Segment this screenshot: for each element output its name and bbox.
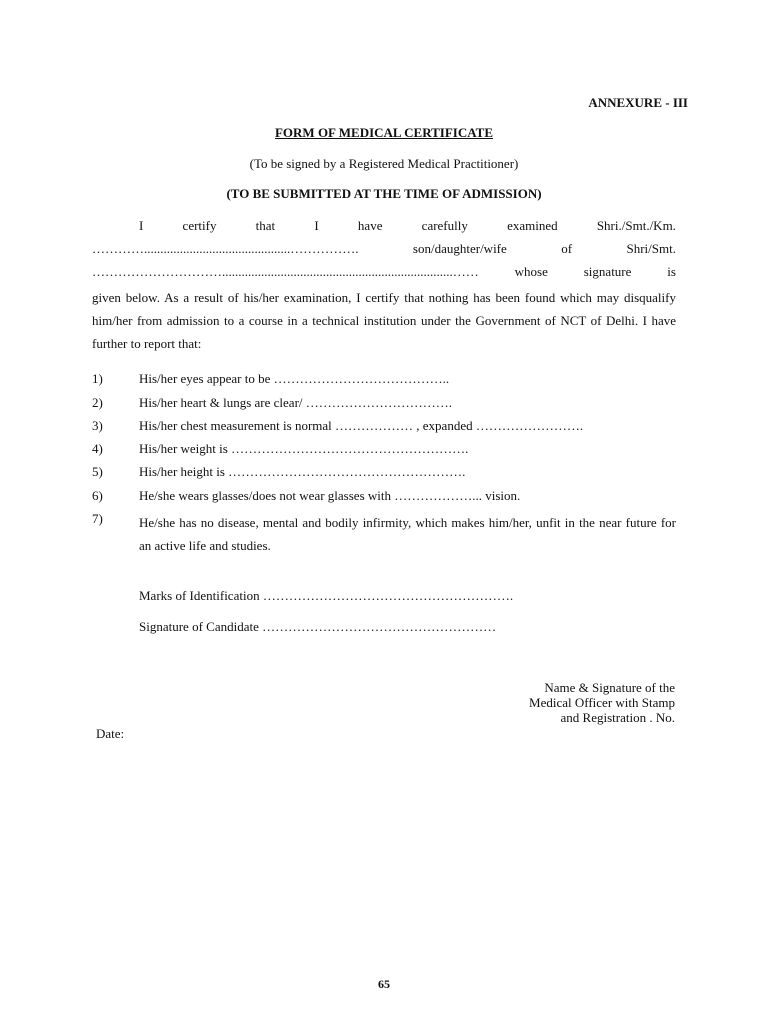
certify-word: Shri./Smt./Km. xyxy=(596,218,676,233)
of-text: of xyxy=(561,241,573,256)
medical-officer-signature-block xyxy=(529,680,675,725)
certify-word: I xyxy=(139,218,144,233)
date-label: Date: xyxy=(96,726,125,741)
item-text: His/her weight is ………………………………………………. xyxy=(139,441,469,456)
annexure-label: ANNEXURE - III xyxy=(588,95,688,110)
certify-word: have xyxy=(357,218,383,233)
item-text: His/her height is ………………………………………………. xyxy=(139,464,466,479)
item-text: His/her chest measurement is normal ……………… , expanded ……………………. xyxy=(139,418,584,433)
certify-word: examined xyxy=(507,218,558,233)
signature-text: signature xyxy=(583,264,632,279)
item-text: His/her heart & lungs are clear/ ……………………………. xyxy=(139,395,453,410)
is-text: is xyxy=(667,264,676,279)
item-number: 5) xyxy=(92,464,103,479)
marks-of-identification-field: Marks of Identification …………………………………………………. xyxy=(139,588,514,603)
parent-title-text: Shri/Smt. xyxy=(626,241,676,256)
item-number: 3) xyxy=(92,418,103,433)
item-number: 1) xyxy=(92,371,103,386)
candidate-name-blank: ………….............................................……………. xyxy=(92,241,359,256)
certify-word: carefully xyxy=(421,218,468,233)
item-text: He/she has no disease, mental and bodily infirmity, which makes him/her, unfit in the near future for an active life and studies. xyxy=(139,515,676,553)
certify-word: that xyxy=(255,218,276,233)
parent-name-blank: ………………………….......................................................................…… xyxy=(92,264,479,279)
certify-line-1 xyxy=(92,218,676,234)
item-text: His/her eyes appear to be ………………………………….. xyxy=(139,371,450,386)
submission-note: (TO BE SUBMITTED AT THE TIME OF ADMISSION) xyxy=(226,186,542,201)
item-number: 6) xyxy=(92,488,103,503)
page-number: 65 xyxy=(378,977,390,991)
certify-line-2 xyxy=(92,241,676,257)
signature-of-candidate-field: Signature of Candidate ……………………………………………… xyxy=(139,619,497,634)
item-number: 7) xyxy=(92,511,103,526)
officer-line: Medical Officer with Stamp xyxy=(529,695,675,710)
officer-line: and Registration . No. xyxy=(560,710,675,725)
item-text: He/she wears glasses/does not wear glasses with ………………... vision. xyxy=(139,488,521,503)
item-number: 2) xyxy=(92,395,103,410)
item-number: 4) xyxy=(92,441,103,456)
certify-paragraph: given below. As a result of his/her examination, I certify that nothing has been found which may disqualify him/her from admission to a course in a technical institution under the Government of NCT of Delhi. I have further to report that: xyxy=(92,290,676,351)
officer-line: Name & Signature of the xyxy=(544,680,675,695)
certify-word: I xyxy=(314,218,319,233)
form-title: FORM OF MEDICAL CERTIFICATE xyxy=(274,125,494,140)
certify-line-3 xyxy=(92,264,676,280)
whose-text: whose xyxy=(514,264,548,279)
certify-word: certify xyxy=(182,218,217,233)
relation-text: son/daughter/wife xyxy=(412,241,507,256)
form-subtitle: (To be signed by a Registered Medical Practitioner) xyxy=(249,156,519,171)
